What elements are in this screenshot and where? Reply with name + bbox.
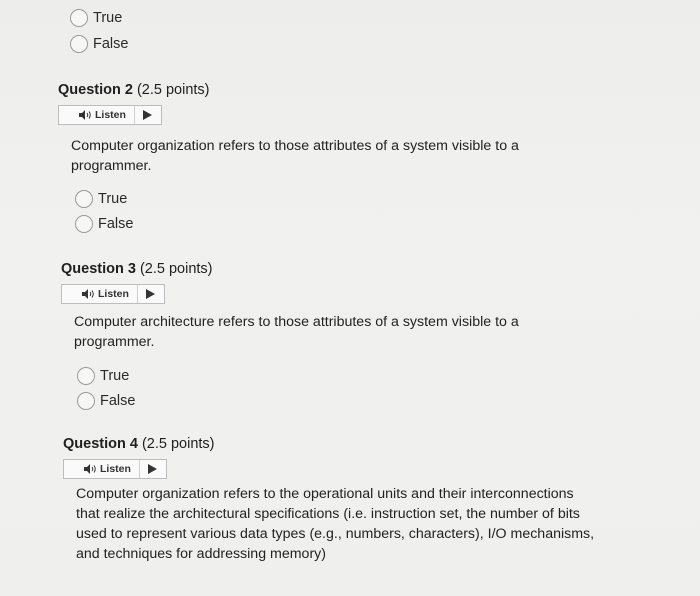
q4-listen-label: Listen <box>100 463 131 475</box>
q4-text-line-3: used to represent various data types (e.g., numbers, characters), I/O mechanisms, <box>76 526 595 542</box>
q2-listen-button[interactable] <box>59 106 135 124</box>
speaker-icon <box>82 289 95 299</box>
q4-text-line-1: Computer organization refers to the operational units and their interconnections <box>76 486 574 502</box>
play-icon <box>148 464 157 474</box>
q3-radio-true[interactable] <box>77 367 95 385</box>
q3-text-line-2: programmer. <box>74 334 155 350</box>
q3-play-button[interactable] <box>138 285 164 303</box>
q3-points: (2.5 points) <box>139 261 213 277</box>
q3-question-text <box>74 312 519 352</box>
q2-option-true[interactable] <box>75 190 127 208</box>
q2-radio-false[interactable] <box>75 215 93 233</box>
q3-option-true-label: True <box>100 368 130 384</box>
q2-number: Question 2 <box>58 82 133 98</box>
q2-title <box>58 82 210 98</box>
q4-listen-button[interactable] <box>64 460 140 478</box>
speaker-icon <box>84 464 97 474</box>
q1-option-true-label: True <box>93 10 123 26</box>
q2-option-false-label: False <box>98 216 134 232</box>
q2-question-text <box>71 136 519 176</box>
q1-option-false[interactable] <box>70 35 128 53</box>
play-icon <box>143 110 152 120</box>
q4-question-text <box>76 484 594 564</box>
q1-radio-true[interactable] <box>70 9 88 27</box>
q4-text-line-2: that realize the architectural specifications (i.e. instruction set, the number of bits <box>76 506 580 522</box>
q3-number: Question 3 <box>61 261 136 277</box>
q1-radio-false[interactable] <box>70 35 88 53</box>
speaker-icon <box>79 110 92 120</box>
q2-option-false[interactable] <box>75 215 133 233</box>
q3-radio-false[interactable] <box>77 392 95 410</box>
q4-play-button[interactable] <box>140 460 166 478</box>
q3-listen-control[interactable] <box>61 284 165 304</box>
q2-text-line-1: Computer organization refers to those attributes of a system visible to a <box>71 138 519 154</box>
q2-text-line-2: programmer. <box>71 158 152 174</box>
q3-option-false[interactable] <box>77 392 135 410</box>
q3-title <box>61 261 213 277</box>
q4-points: (2.5 points) <box>141 436 215 452</box>
q2-play-button[interactable] <box>135 106 161 124</box>
q2-points: (2.5 points) <box>136 82 210 98</box>
q3-option-false-label: False <box>100 393 136 409</box>
q3-option-true[interactable] <box>77 367 129 385</box>
play-icon <box>146 289 155 299</box>
q2-listen-control[interactable] <box>58 105 162 125</box>
q1-option-false-label: False <box>93 36 129 52</box>
q2-radio-true[interactable] <box>75 190 93 208</box>
q4-title <box>63 436 215 452</box>
q1-option-true[interactable] <box>70 9 122 27</box>
q3-listen-label: Listen <box>98 288 129 300</box>
q2-listen-label: Listen <box>95 109 126 121</box>
q4-listen-control[interactable] <box>63 459 167 479</box>
q4-number: Question 4 <box>63 436 138 452</box>
q4-text-line-4: and techniques for addressing memory) <box>76 546 326 562</box>
q3-text-line-1: Computer architecture refers to those attributes of a system visible to a <box>74 314 519 330</box>
q3-listen-button[interactable] <box>62 285 138 303</box>
q2-option-true-label: True <box>98 191 128 207</box>
